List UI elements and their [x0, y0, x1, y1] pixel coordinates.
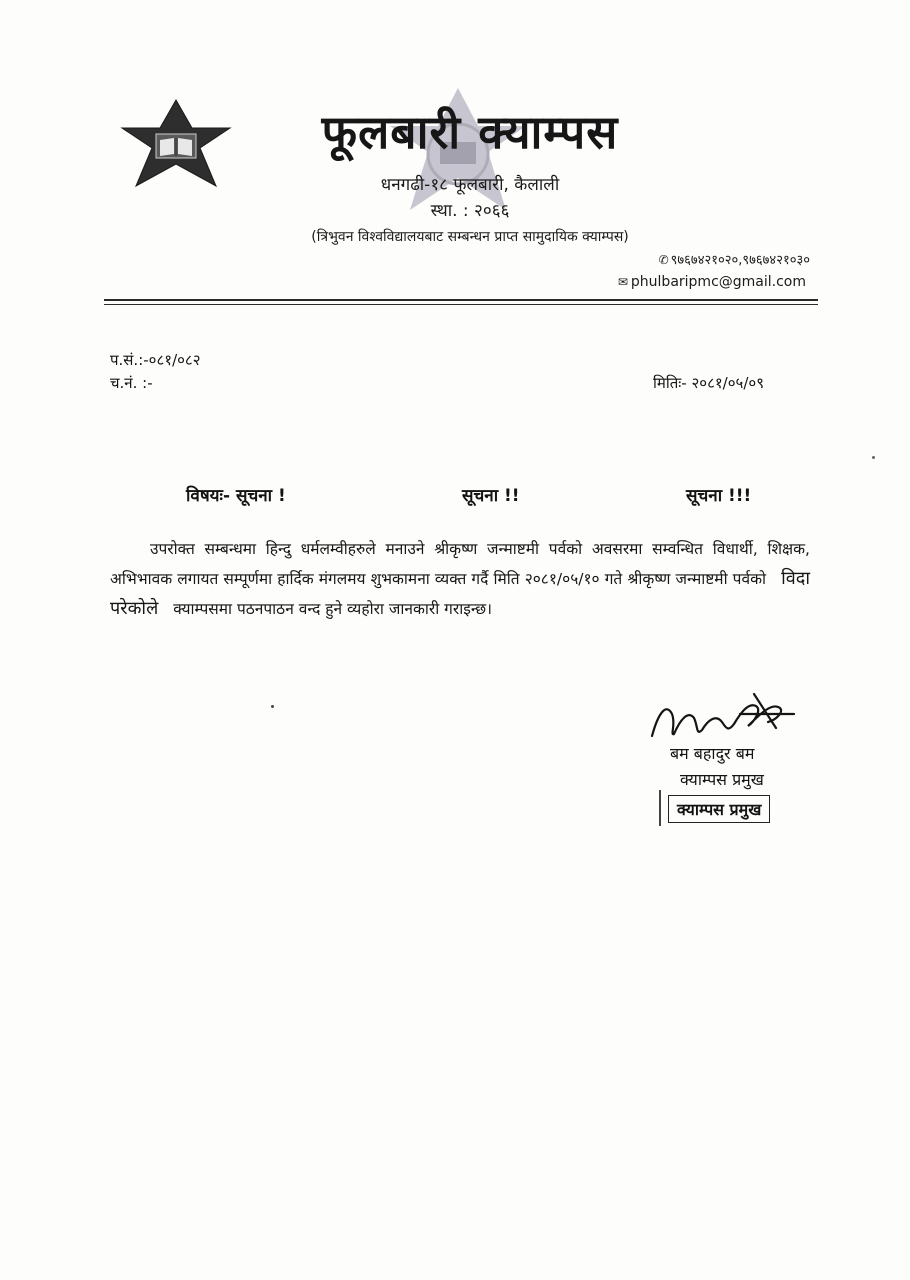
reference-number: प.सं.:-०८१/०८२: [110, 351, 201, 369]
established-year: स्था. : २०६६: [430, 201, 510, 221]
contact-email: [618, 274, 806, 290]
official-stamp: क्याम्पस प्रमुख: [668, 795, 770, 823]
header-divider-thin: [104, 304, 818, 305]
phone-icon: ✆: [658, 253, 669, 267]
phone-number: ९७६७४२१०२०,९७६७४२१०३०: [670, 253, 810, 268]
affiliation-line: (त्रिभुवन विश्वविद्यालयबाट सम्बन्धन प्राप्त सामुदायिक क्याम्पस): [311, 229, 629, 245]
body-text-before: उपरोक्त सम्बन्धमा हिन्दु धर्मलम्वीहरुले मनाउने श्रीकृष्ण जन्माष्टमी पर्वको अवसरमा सम्वन्धित विधार्थी, शिक्षक, अभिभावक लगायत सम्पूर्णमा हार्दिक मंगलमय शुभकामना व्यक्त गर्दै मिति २०८१/०५/१० गते श्रीकृष्ण जन्माष्टमी पर्वको: [110, 540, 810, 588]
campus-name: फूलबारी क्याम्पस: [321, 105, 619, 159]
notice-heading-3: सूचना !!!: [686, 486, 752, 506]
signatory-name: बम बहादुर बम: [670, 744, 755, 763]
notice-date: मितिः- २०८१/०५/०९: [652, 374, 764, 392]
email-icon: ✉: [617, 275, 628, 289]
campus-address: धनगढी-१८ फूलबारी, कैलाली: [380, 175, 560, 195]
contact-phone: [659, 250, 810, 268]
stamp-edge: [659, 790, 661, 826]
body-text-after: क्याम्पसमा पठनपाठन वन्द हुने व्यहोरा जानकारी गराइन्छ।: [173, 600, 493, 618]
handwritten-insert: विदा परेकोले: [110, 568, 810, 619]
speck: [271, 705, 274, 708]
dispatch-number: च.नं. :-: [110, 374, 153, 392]
speck: [872, 456, 875, 459]
notice-heading-2: सूचना !!: [462, 486, 520, 506]
header-divider: [104, 299, 818, 301]
signature-icon: [644, 684, 804, 750]
email-address: phulbaripmc@gmail.com: [630, 274, 806, 290]
notice-body: [110, 535, 810, 624]
star-logo-icon: [120, 98, 232, 190]
signatory-title: क्याम्पस प्रमुख: [680, 770, 764, 789]
subject-label: विषयः- सूचना !: [186, 486, 286, 506]
